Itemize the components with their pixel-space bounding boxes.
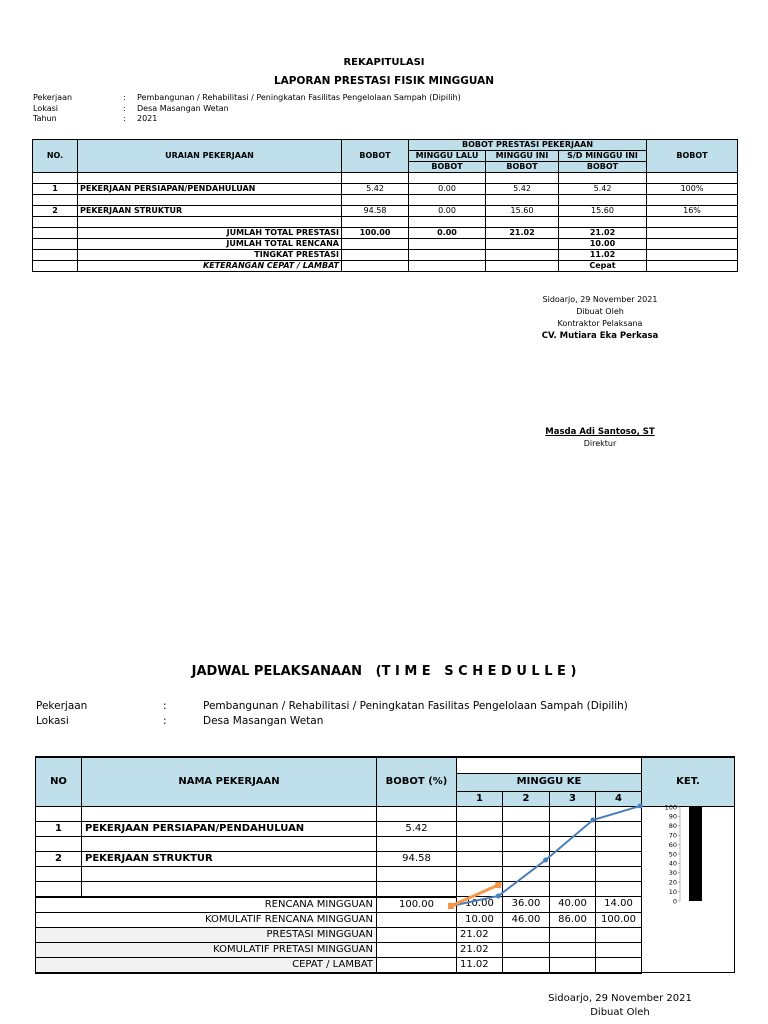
signature-made-by: Dibuat Oleh — [576, 307, 624, 316]
side-tick-label: 90 — [668, 812, 677, 821]
series-1-point — [638, 804, 643, 809]
side-bar — [689, 807, 702, 901]
col-no-header: NO. — [33, 140, 78, 173]
signature-place-date: Sidoarjo, 29 November 2021 — [542, 295, 658, 304]
col-bobot-header: BOBOT — [342, 140, 409, 173]
series-2-point — [495, 882, 501, 888]
meta-row-tahun: Tahun : 2021 — [33, 114, 158, 123]
schedule-no-header: NO — [36, 757, 82, 806]
table-row: 1 PEKERJAAN PERSIAPAN/PENDAHULUAN 5.42 0.00 5.42 5.42 100% — [33, 184, 738, 195]
total-row: JUMLAH TOTAL PRESTASI 100.00 0.00 21.02 21.02 — [33, 228, 738, 239]
side-tick-label: 0 — [672, 897, 677, 906]
footer-place-date: Sidoarjo, 29 November 2021 — [548, 993, 692, 1004]
series-line-1 — [451, 806, 640, 906]
meta-row-pekerjaan: Pekerjaan : Pembangunan / Rehabilitasi / Peningkatan Fasilitas Pengelolaan Sampah (Dipilih) — [33, 93, 461, 102]
col-uraian-header: URAIAN PEKERJAAN — [78, 140, 342, 173]
signature-role: Kontraktor Pelaksana — [557, 319, 643, 328]
summary-row: KOMULATIF PRETASI MINGGUAN 21.02 — [36, 942, 735, 957]
side-tick-label: 20 — [668, 878, 677, 887]
side-tick-label: 80 — [668, 822, 677, 831]
col-ini-header: MINGGU INI — [486, 151, 559, 162]
summary-row: CEPAT / LAMBAT 11.02 — [36, 957, 735, 973]
meta-row-lokasi: Lokasi : Desa Masangan Wetan — [33, 103, 229, 113]
series-2-point — [448, 903, 454, 909]
total-row: JUMLAH TOTAL RENCANA 10.00 — [33, 239, 738, 250]
schedule-row: 2 PEKERJAAN STRUKTUR 94.58 — [36, 851, 735, 866]
total-row: KETERANGAN CEPAT / LAMBAT Cepat — [33, 261, 738, 272]
signer-position: Direktur — [583, 439, 617, 448]
side-tick-label: 30 — [668, 869, 677, 878]
series-1-point — [590, 818, 595, 823]
signature-company: CV. Mutiara Eka Perkasa — [541, 331, 659, 341]
side-tick-label: 100 — [664, 803, 677, 812]
side-tick-label: 60 — [668, 840, 677, 849]
schedule-title: JADWAL PELAKSANAAN (T I M E S C H E D U L L E ) — [191, 664, 577, 679]
series-1-point — [543, 858, 548, 863]
week-2-header: 2 — [503, 791, 550, 806]
col-bobot2-header: BOBOT — [647, 140, 738, 173]
schedule-name-header: NAMA PEKERJAAN — [82, 757, 377, 806]
side-tick-label: 10 — [668, 887, 677, 896]
table-row: 2 PEKERJAAN STRUKTUR 94.58 0.00 15.60 15.60 16% — [33, 206, 738, 217]
side-tick-label: 70 — [668, 831, 677, 840]
schedule-meta-pekerjaan: Pekerjaan : Pembangunan / Rehabilitasi / Peningkatan Fasilitas Pengelolaan Sampah (Dipilih) — [36, 700, 628, 712]
summary-row: PRESTASI MINGGUAN 21.02 — [36, 927, 735, 942]
week-3-header: 3 — [550, 791, 596, 806]
schedule-row: 1 PEKERJAAN PERSIAPAN/PENDAHULUAN 5.42 — [36, 821, 735, 836]
summary-row: KOMULATIF RENCANA MINGGUAN 10.00 46.00 86.00 100.00 — [36, 912, 735, 927]
summary-row: RENCANA MINGGUAN 100.00 10.00 36.00 40.00 14.00 — [36, 897, 735, 913]
schedule-ket-header: KET. — [642, 757, 735, 806]
sub-bobot-header: BOBOT — [409, 162, 486, 173]
total-row: TINGKAT PRESTASI 11.02 — [33, 250, 738, 261]
col-lalu-header: MINGGU LALU — [409, 151, 486, 162]
week-4-header: 4 — [596, 791, 642, 806]
col-sd-header: S/D MINGGU INI — [559, 151, 647, 162]
schedule-bobot-header: BOBOT (%) — [377, 757, 457, 806]
report-title: REKAPITULASI — [343, 57, 425, 68]
side-tick-label: 50 — [668, 850, 677, 859]
schedule-minggu-header: MINGGU KE — [457, 773, 642, 791]
sub-bobot-header: BOBOT — [559, 162, 647, 173]
schedule-meta-lokasi: Lokasi : Desa Masangan Wetan — [36, 715, 324, 727]
footer-made-by: Dibuat Oleh — [590, 1007, 650, 1018]
series-line-2 — [451, 885, 498, 906]
sub-bobot-header: BOBOT — [486, 162, 559, 173]
series-1-point — [496, 894, 501, 899]
side-tick-label: 40 — [668, 859, 677, 868]
week-1-header: 1 — [457, 791, 503, 806]
report-subtitle: LAPORAN PRESTASI FISIK MINGGUAN — [273, 75, 495, 87]
signer-name: Masda Adi Santoso, ST — [545, 427, 655, 437]
col-prestasi-header: BOBOT PRESTASI PEKERJAAN — [409, 140, 647, 151]
schedule-footer — [500, 992, 740, 1020]
